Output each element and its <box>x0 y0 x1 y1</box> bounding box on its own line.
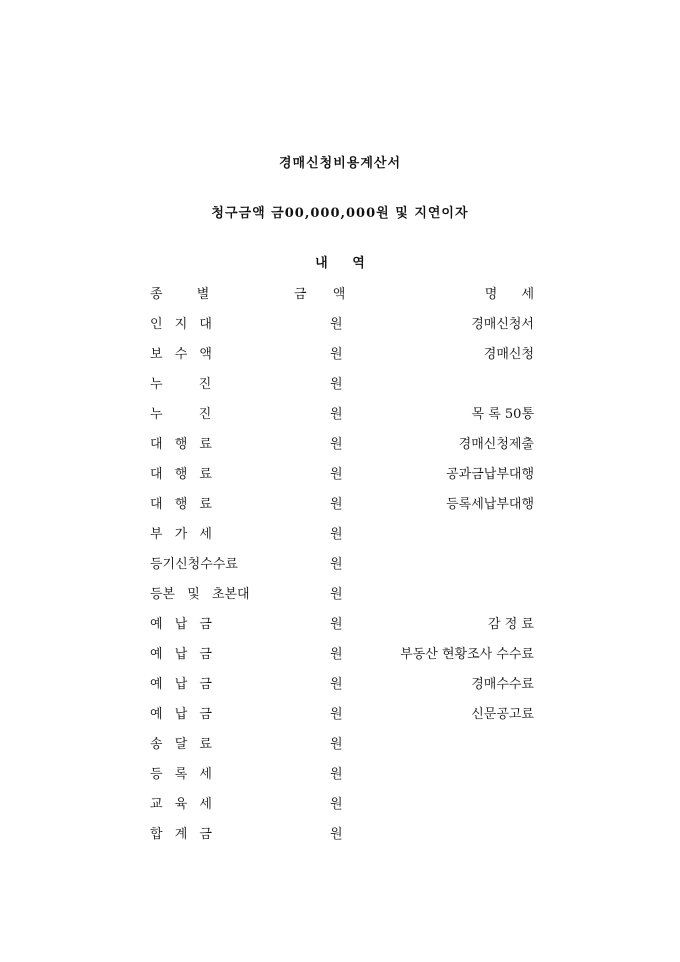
row-amount: 원 <box>330 707 343 722</box>
row-type: 송 달 료 <box>150 737 212 752</box>
row-type: 등본 및 초본대 <box>150 587 250 602</box>
claim-amount-line: 청구금액 금00,000,000원 및 지연이자 <box>211 206 469 221</box>
row-type: 누 진 <box>150 407 212 422</box>
row-type: 등 록 세 <box>150 767 212 782</box>
table-row <box>0 675 680 695</box>
row-type: 예 납 금 <box>150 647 212 662</box>
row-type: 보 수 액 <box>150 347 212 362</box>
row-type: 대 행 료 <box>150 437 212 452</box>
row-amount: 원 <box>330 827 343 842</box>
table-row <box>0 765 680 785</box>
document-title: 경매신청비용계산서 <box>278 156 402 171</box>
table-row <box>0 615 680 635</box>
row-type: 인 지 대 <box>150 317 212 332</box>
table-row <box>0 375 680 395</box>
column-header-amount: 금 액 <box>294 287 346 302</box>
row-amount: 원 <box>330 617 343 632</box>
row-detail: 경매신청서 <box>471 317 534 332</box>
row-amount: 원 <box>330 767 343 782</box>
table-row <box>0 435 680 455</box>
row-type: 교 육 세 <box>150 797 212 812</box>
row-type: 부 가 세 <box>150 527 212 542</box>
row-amount: 원 <box>330 347 343 362</box>
row-detail: 경매신청제출 <box>458 437 534 452</box>
section-heading: 내 역 <box>315 256 365 271</box>
table-row <box>0 345 680 365</box>
table-header <box>0 285 680 305</box>
row-amount: 원 <box>330 407 343 422</box>
row-type: 예 납 금 <box>150 617 212 632</box>
row-detail: 감 정 료 <box>488 617 534 632</box>
row-amount: 원 <box>330 527 343 542</box>
table-row <box>0 555 680 575</box>
row-amount: 원 <box>330 647 343 662</box>
row-amount: 원 <box>330 557 343 572</box>
row-amount: 원 <box>330 317 343 332</box>
row-type: 대 행 료 <box>150 467 212 482</box>
table-row <box>0 495 680 515</box>
row-amount: 원 <box>330 377 343 392</box>
row-detail: 경매수수료 <box>471 677 534 692</box>
table-row <box>0 795 680 815</box>
column-header-type: 종 별 <box>150 287 210 302</box>
row-amount: 원 <box>330 737 343 752</box>
row-detail: 경매신청 <box>483 347 534 362</box>
table-row <box>0 585 680 605</box>
row-amount: 원 <box>330 497 343 512</box>
row-detail: 신문공고료 <box>471 707 534 722</box>
row-type: 예 납 금 <box>150 707 212 722</box>
row-detail: 목 록 50통 <box>471 407 534 422</box>
table-row <box>0 645 680 665</box>
row-type: 대 행 료 <box>150 497 212 512</box>
table-row <box>0 405 680 425</box>
row-type: 누 진 <box>150 377 212 392</box>
row-type: 예 납 금 <box>150 677 212 692</box>
row-amount: 원 <box>330 437 343 452</box>
table-row <box>0 525 680 545</box>
row-amount: 원 <box>330 677 343 692</box>
row-type: 합 계 금 <box>150 827 212 842</box>
table-row <box>0 465 680 485</box>
row-amount: 원 <box>330 587 343 602</box>
row-amount: 원 <box>330 467 343 482</box>
row-detail: 공과금납부대행 <box>446 467 534 482</box>
table-row <box>0 705 680 725</box>
row-amount: 원 <box>330 797 343 812</box>
row-type: 등기신청수수료 <box>150 557 238 572</box>
table-row <box>0 315 680 335</box>
table-row <box>0 825 680 845</box>
row-detail: 등록세납부대행 <box>446 497 534 512</box>
table-row <box>0 735 680 755</box>
row-detail: 부동산 현황조사 수수료 <box>400 647 534 662</box>
column-header-detail: 명 세 <box>484 287 534 302</box>
